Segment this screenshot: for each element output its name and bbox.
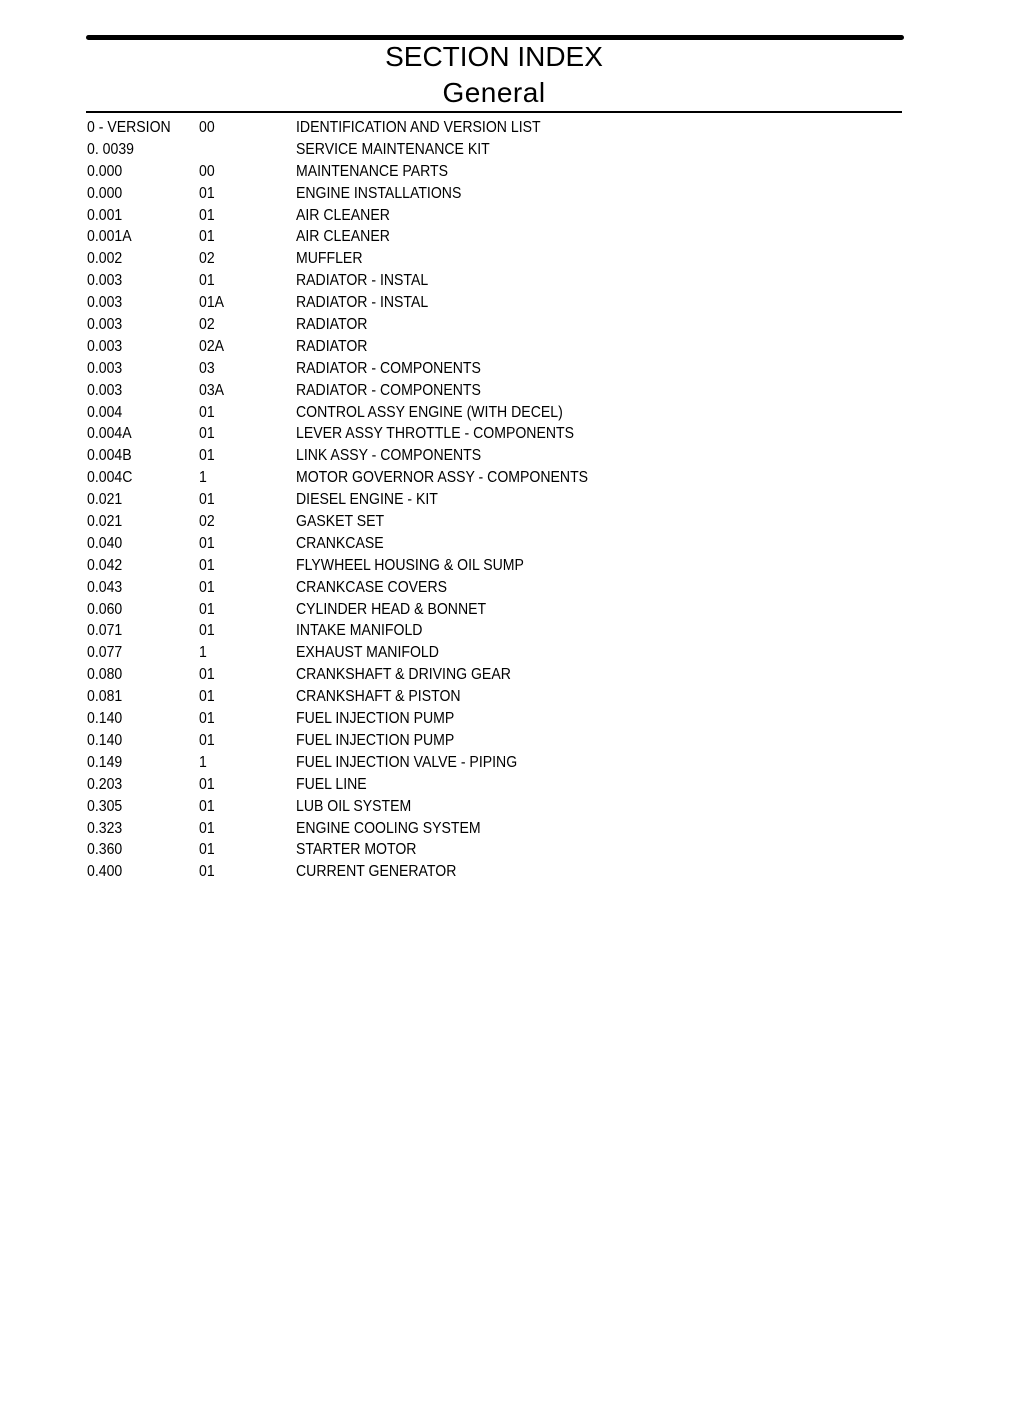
section-version: 02A: [199, 337, 225, 355]
index-row: [86, 839, 902, 861]
index-row: [86, 292, 902, 314]
section-code: 0.003: [87, 294, 123, 312]
section-description: LEVER ASSY THROTTLE - COMPONENTS: [296, 425, 575, 443]
page-subtitle: General: [442, 77, 546, 108]
index-row: [86, 774, 902, 796]
section-code: 0.001: [87, 206, 123, 224]
section-code: 0.002: [87, 250, 123, 268]
section-index-list: [86, 117, 902, 883]
section-description: LUB OIL SYSTEM: [296, 797, 412, 815]
section-description: CYLINDER HEAD & BONNET: [296, 600, 487, 618]
section-code: 0.003: [87, 381, 123, 399]
index-row: [86, 752, 902, 774]
section-description: AIR CLEANER: [296, 228, 390, 246]
section-code: 0. 0039: [87, 140, 134, 158]
index-row: [86, 336, 902, 358]
section-description: MUFFLER: [296, 250, 363, 268]
section-description: MAINTENANCE PARTS: [296, 162, 449, 180]
index-row: [86, 686, 902, 708]
section-version: 03: [199, 359, 215, 377]
index-row: [86, 205, 902, 227]
index-row: [86, 402, 902, 424]
section-code: 0.003: [87, 359, 123, 377]
section-code: 0.021: [87, 513, 123, 531]
index-row: [86, 358, 902, 380]
section-description: CRANKSHAFT & PISTON: [296, 688, 461, 706]
section-description: CURRENT GENERATOR: [296, 863, 457, 881]
section-code: 0.203: [87, 775, 123, 793]
index-row: [86, 445, 902, 467]
section-code: 0.080: [87, 666, 123, 684]
section-code: 0.060: [87, 600, 123, 618]
index-row: [86, 818, 902, 840]
index-row: [86, 489, 902, 511]
index-row: [86, 117, 902, 139]
index-row: [86, 270, 902, 292]
section-code: 0.004: [87, 403, 123, 421]
section-version: 01A: [199, 294, 225, 312]
section-description: FLYWHEEL HOUSING & OIL SUMP: [296, 556, 524, 574]
section-code: 0.000: [87, 162, 123, 180]
section-description: GASKET SET: [296, 513, 385, 531]
section-code: 0.043: [87, 578, 123, 596]
section-version: 01: [199, 272, 215, 290]
section-version: 02: [199, 250, 215, 268]
section-description: FUEL INJECTION PUMP: [296, 710, 455, 728]
index-row: [86, 183, 902, 205]
section-code: 0.003: [87, 272, 123, 290]
index-row: [86, 861, 902, 883]
section-code: 0.004B: [87, 447, 132, 465]
section-code: 0.360: [87, 841, 123, 859]
section-version: 01: [199, 578, 215, 596]
index-row: [86, 248, 902, 270]
section-description: ENGINE COOLING SYSTEM: [296, 819, 481, 837]
section-version: 01: [199, 228, 215, 246]
section-version: 01: [199, 797, 215, 815]
section-code: 0.140: [87, 731, 123, 749]
section-version: 1: [199, 469, 207, 487]
index-row: [86, 314, 902, 336]
index-row: [86, 664, 902, 686]
index-row: [86, 730, 902, 752]
section-description: RADIATOR - INSTAL: [296, 294, 429, 312]
index-row: [86, 467, 902, 489]
section-version: 01: [199, 731, 215, 749]
index-row: [86, 796, 902, 818]
section-description: SERVICE MAINTENANCE KIT: [296, 140, 490, 158]
index-row: [86, 380, 902, 402]
section-code: 0.071: [87, 622, 123, 640]
section-version: 01: [199, 863, 215, 881]
section-version: 02: [199, 316, 215, 334]
section-version: 01: [199, 425, 215, 443]
section-description: FUEL INJECTION VALVE - PIPING: [296, 753, 518, 771]
section-description: STARTER MOTOR: [296, 841, 417, 859]
section-version: 01: [199, 206, 215, 224]
section-version: 01: [199, 622, 215, 640]
section-description: LINK ASSY - COMPONENTS: [296, 447, 482, 465]
section-version: 01: [199, 841, 215, 859]
section-code: 0.149: [87, 753, 123, 771]
section-description: RADIATOR - COMPONENTS: [296, 381, 481, 399]
section-description: RADIATOR - INSTAL: [296, 272, 429, 290]
index-row: [86, 599, 902, 621]
section-version: 01: [199, 447, 215, 465]
section-description: CRANKSHAFT & DRIVING GEAR: [296, 666, 511, 684]
section-version: 01: [199, 556, 215, 574]
index-row: [86, 161, 902, 183]
index-row: [86, 423, 902, 445]
index-row: [86, 642, 902, 664]
section-description: IDENTIFICATION AND VERSION LIST: [296, 119, 541, 136]
section-code: 0.400: [87, 863, 123, 881]
section-description: CRANKCASE COVERS: [296, 578, 448, 596]
section-code: 0.003: [87, 316, 123, 334]
section-version: 01: [199, 491, 215, 509]
index-row: [86, 620, 902, 642]
section-code: 0 - VERSION: [87, 119, 171, 136]
section-description: INTAKE MANIFOLD: [296, 622, 423, 640]
section-version: 03A: [199, 381, 225, 399]
index-row: [86, 708, 902, 730]
section-description: DIESEL ENGINE - KIT: [296, 491, 438, 509]
section-description: FUEL INJECTION PUMP: [296, 731, 455, 749]
section-version: 01: [199, 688, 215, 706]
page-title: SECTION INDEX: [385, 41, 603, 72]
section-description: CONTROL ASSY ENGINE (WITH DECEL): [296, 403, 563, 421]
section-version: 01: [199, 534, 215, 552]
section-version: 00: [199, 162, 215, 180]
section-description: RADIATOR: [296, 316, 368, 334]
section-code: 0.004A: [87, 425, 132, 443]
section-description: FUEL LINE: [296, 775, 367, 793]
section-code: 0.003: [87, 337, 123, 355]
index-row: [86, 226, 902, 248]
section-code: 0.000: [87, 184, 123, 202]
section-version: 01: [199, 600, 215, 618]
section-description: RADIATOR - COMPONENTS: [296, 359, 481, 377]
index-row: [86, 533, 902, 555]
section-description: CRANKCASE: [296, 534, 384, 552]
section-description: AIR CLEANER: [296, 206, 390, 224]
section-code: 0.140: [87, 710, 123, 728]
section-version: 02: [199, 513, 215, 531]
section-description: ENGINE INSTALLATIONS: [296, 184, 462, 202]
index-row: [86, 511, 902, 533]
section-version: 1: [199, 753, 207, 771]
section-code: 0.021: [87, 491, 123, 509]
section-description: RADIATOR: [296, 337, 368, 355]
section-description: EXHAUST MANIFOLD: [296, 644, 439, 662]
index-row: [86, 139, 902, 161]
header-divider: [86, 111, 902, 113]
section-version: 01: [199, 403, 215, 421]
section-code: 0.323: [87, 819, 123, 837]
section-description: MOTOR GOVERNOR ASSY - COMPONENTS: [296, 469, 589, 487]
section-version: 1: [199, 644, 207, 662]
section-version: 01: [199, 666, 215, 684]
section-version: 01: [199, 819, 215, 837]
section-code: 0.042: [87, 556, 123, 574]
section-code: 0.077: [87, 644, 123, 662]
section-code: 0.040: [87, 534, 123, 552]
section-version: 01: [199, 710, 215, 728]
section-code: 0.081: [87, 688, 123, 706]
section-version: 00: [199, 119, 215, 136]
section-version: 01: [199, 184, 215, 202]
index-row: [86, 555, 902, 577]
section-code: 0.004C: [87, 469, 133, 487]
section-code: 0.001A: [87, 228, 132, 246]
section-code: 0.305: [87, 797, 123, 815]
index-row: [86, 577, 902, 599]
section-version: 01: [199, 775, 215, 793]
